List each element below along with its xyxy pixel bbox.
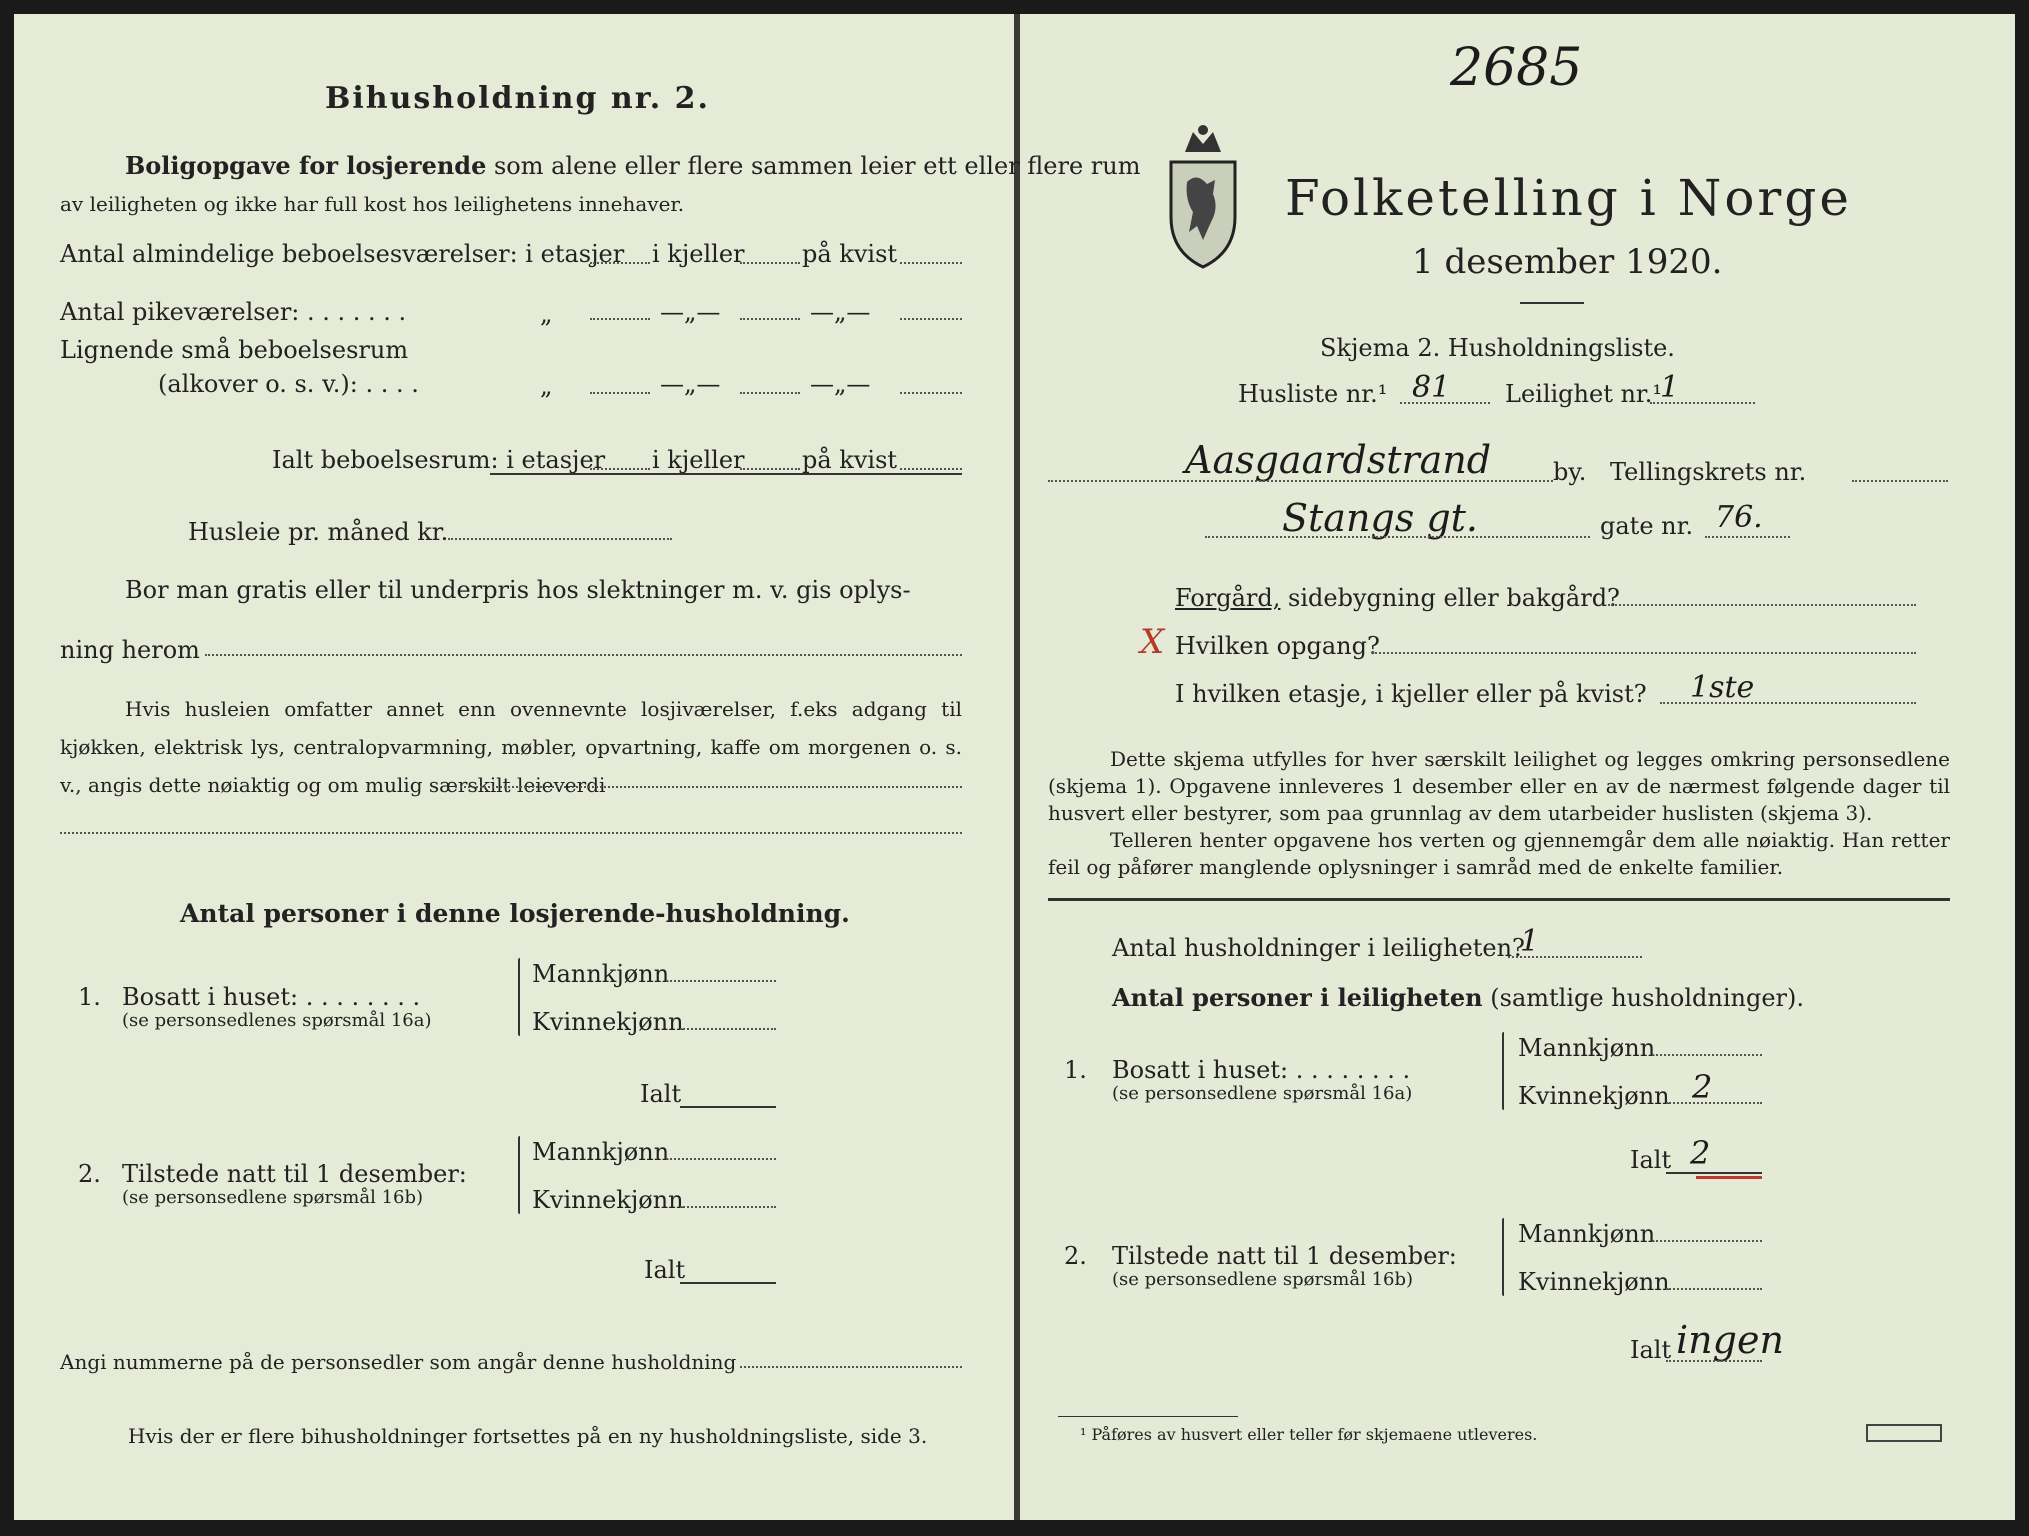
r-q1-mann-field[interactable] <box>1652 1054 1762 1056</box>
angi-field[interactable] <box>740 1366 962 1368</box>
opgang-field[interactable] <box>1372 652 1916 654</box>
left-footer: Hvis der er flere bihusholdninger fortsettes på en ny husholdningsliste, side 3. <box>128 1424 928 1448</box>
total-kvist-field[interactable] <box>900 468 962 470</box>
total-rule <box>490 473 962 475</box>
r-q2-kvinne-field[interactable] <box>1666 1288 1762 1290</box>
l-q1-sub: (se personsedlenes spørsmål 16a) <box>122 1010 432 1031</box>
rooms-label: Antal almindelige beboelsesværelser: i etasjer <box>60 240 625 268</box>
leilighet-value: 1 <box>1660 370 1680 405</box>
r-q1-kvinne-field[interactable] <box>1666 1102 1762 1104</box>
r-q2-label: Tilstede natt til 1 desember: <box>1112 1242 1457 1270</box>
opgang-label: Hvilken opgang? <box>1175 632 1380 660</box>
l-q2-kvinne: Kvinnekjønn <box>532 1186 684 1214</box>
instructions-rule <box>1048 898 1950 901</box>
right-persons-bold: Antal personer i leiligheten <box>1112 983 1483 1012</box>
street-field[interactable] <box>1205 536 1590 538</box>
l-q1-mann: Mannkjønn <box>532 960 670 988</box>
r-q2-mann-field[interactable] <box>1652 1240 1762 1242</box>
l-q2-ialt-field[interactable] <box>680 1282 776 1284</box>
free-text-1: Bor man gratis eller til underpris hos slektninger m. v. gis oplys- <box>125 576 911 604</box>
small-kjeller-field[interactable] <box>740 392 800 394</box>
r-q2-mann: Mannkjønn <box>1518 1220 1656 1248</box>
small-ditto-3: —„— <box>810 370 871 398</box>
small-ditto-2: —„— <box>660 370 721 398</box>
stamp-number: 2685 <box>1450 38 1583 98</box>
forgard-field[interactable] <box>1608 604 1916 606</box>
persons-heading-row <box>1112 984 1804 1012</box>
husliste-value: 81 <box>1412 370 1451 405</box>
extra-text: Hvis husleien omfatter annet enn ovennevnte losjiværelser, f.eks adgang til kjøkken, elektrisk lys, centralopvarmning, møbler, opvartning, kaffe om morgenen o. s. v., angis dette nøiaktig og om mulig særskilt leieverdi <box>60 697 962 797</box>
intro-line-2: av leiligheten og ikke har full kost hos leilighetens innehaver. <box>60 192 685 216</box>
krets-label: Tellingskrets nr. <box>1610 458 1807 486</box>
r-q2-num: 2. <box>1064 1242 1087 1270</box>
intro-bold: Boligopgave for losjerende <box>125 151 487 180</box>
forgard-underlined: Forgård, <box>1175 584 1281 612</box>
rooms-kjeller-field[interactable] <box>740 262 800 264</box>
l-q2-mann: Mannkjønn <box>532 1138 670 1166</box>
r-q1-kvinne-value: 2 <box>1692 1068 1713 1106</box>
right-persons-rest: (samtlige husholdninger). <box>1490 984 1805 1012</box>
l-q2-sub: (se personsedlene spørsmål 16b) <box>122 1187 424 1208</box>
r-q1-sub: (se personsedlene spørsmål 16a) <box>1112 1083 1413 1104</box>
etasje-value: 1ste <box>1690 670 1755 705</box>
l-q2-label: Tilstede natt til 1 desember: <box>122 1160 467 1188</box>
rent-field[interactable] <box>448 538 672 540</box>
r-q2-ialt: Ialt <box>1630 1336 1672 1364</box>
forgard-row <box>1175 584 1620 612</box>
r-q1-ialt: Ialt <box>1630 1146 1672 1174</box>
rooms-kvist-field[interactable] <box>900 262 962 264</box>
r-q1-brace <box>1502 1032 1504 1110</box>
footnote: ¹ Påføres av husvert eller teller før skjemaene utleveres. <box>1080 1425 1538 1444</box>
rooms-kjeller-label: i kjeller <box>652 240 745 268</box>
red-x-mark: X <box>1140 622 1165 662</box>
hush-label: Antal husholdninger i leiligheten? <box>1112 934 1525 962</box>
r-q2-brace <box>1502 1218 1504 1296</box>
persons-heading: Antal personer i denne losjerende-husholdning. <box>180 899 850 928</box>
l-q1-label: Bosatt i huset: . . . . . . . . <box>122 983 421 1011</box>
r-q1-kvinne: Kvinnekjønn <box>1518 1082 1670 1110</box>
angi-label: Angi nummerne på de personsedler som angår denne husholdning <box>60 1350 737 1374</box>
instructions-2: Telleren henter opgavene hos verten og gjennemgår dem alle nøiaktig. Han retter feil og påfører manglende oplysninger i samråd med de enkelte familier. <box>1048 828 1950 879</box>
extra-field-2[interactable] <box>60 832 962 834</box>
l-q2-mann-field[interactable] <box>666 1158 776 1160</box>
forgard-rest: sidebygning eller bakgård? <box>1288 584 1620 612</box>
r-q1-mann: Mannkjønn <box>1518 1034 1656 1062</box>
maid-ditto-2: —„— <box>660 298 721 326</box>
husliste-label: Husliste nr.¹ <box>1238 380 1388 408</box>
hush-field[interactable] <box>1508 956 1642 958</box>
rooms-etasjer-field[interactable] <box>590 262 650 264</box>
maid-kjeller-field[interactable] <box>740 318 800 320</box>
etasje-field[interactable] <box>1660 702 1916 704</box>
city-value: Aasgaardstrand <box>1185 438 1492 482</box>
total-kvist-label: på kvist <box>802 446 898 474</box>
small-etasjer-field[interactable] <box>590 392 650 394</box>
street-value: Stangs gt. <box>1282 496 1479 540</box>
husliste-field[interactable] <box>1400 402 1490 404</box>
krets-field[interactable] <box>1852 480 1948 482</box>
total-kjeller-label: i kjeller <box>652 446 745 474</box>
l-q2-num: 2. <box>78 1160 101 1188</box>
coat-of-arms <box>1163 122 1243 272</box>
small-rooms-label-1: Lignende små beboelsesrum <box>60 336 409 364</box>
r-q2-ialt-field[interactable] <box>1666 1360 1762 1362</box>
gate-label: gate nr. <box>1600 512 1694 540</box>
maid-rooms-label: Antal pikeværelser: . . . . . . . <box>60 298 407 326</box>
r-q1-num: 1. <box>1064 1056 1087 1084</box>
small-ditto-1: „ <box>540 372 553 400</box>
gate-value: 76. <box>1715 500 1763 535</box>
maid-etasjer-field[interactable] <box>590 318 650 320</box>
l-q2-brace <box>518 1136 520 1214</box>
maid-kvist-field[interactable] <box>900 318 962 320</box>
l-q2-kvinne-field[interactable] <box>680 1206 776 1208</box>
l-q1-kvinne-field[interactable] <box>680 1028 776 1030</box>
rooms-kvist-label: på kvist <box>802 240 898 268</box>
etasje-label: I hvilken etasje, i kjeller eller på kvist? <box>1175 680 1647 708</box>
l-q1-ialt-field[interactable] <box>680 1106 776 1108</box>
by-label: by. <box>1553 458 1587 486</box>
small-kvist-field[interactable] <box>900 392 962 394</box>
extra-field-1[interactable] <box>455 786 962 788</box>
r-q2-ialt-value: ingen <box>1676 1318 1784 1362</box>
right-title: Folketelling i Norge <box>1285 169 1852 227</box>
schema-label: Skjema 2. Husholdningsliste. <box>1320 334 1675 362</box>
total-kjeller-field[interactable] <box>740 468 800 470</box>
r-q1-ialt-value: 2 <box>1690 1134 1711 1172</box>
lion-crest-icon <box>1163 122 1243 272</box>
l-q1-brace <box>518 958 520 1036</box>
maid-ditto-3: —„— <box>810 298 871 326</box>
city-field[interactable] <box>1048 480 1553 482</box>
small-rooms-label-2: (alkover o. s. v.): . . . . <box>158 370 419 398</box>
printer-mark <box>1866 1424 1942 1442</box>
free-field[interactable] <box>205 654 962 656</box>
date-rule <box>1520 302 1584 304</box>
l-q1-kvinne: Kvinnekjønn <box>532 1008 684 1036</box>
leilighet-label: Leilighet nr.¹ <box>1505 380 1663 408</box>
l-q1-mann-field[interactable] <box>666 980 776 982</box>
gate-field[interactable] <box>1705 536 1790 538</box>
free-text-2: ning herom <box>60 636 200 664</box>
rent-label: Husleie pr. måned kr. <box>188 518 449 546</box>
r-q2-kvinne: Kvinnekjønn <box>1518 1268 1670 1296</box>
l-q1-num: 1. <box>78 983 101 1011</box>
r-q2-sub: (se personsedlene spørsmål 16b) <box>1112 1269 1414 1290</box>
intro-rest: som alene eller flere sammen leier ett eller flere rum <box>493 152 1141 180</box>
right-date: 1 desember 1920. <box>1412 242 1723 282</box>
r-q1-ialt-field[interactable] <box>1666 1172 1762 1174</box>
total-rooms-label: Ialt beboelsesrum: i etasjer <box>272 446 606 474</box>
maid-ditto-1: „ <box>540 300 553 328</box>
left-title: Bihusholdning nr. 2. <box>325 81 710 116</box>
instructions-1: Dette skjema utfylles for hver særskilt leilighet og legges omkring personsedlene (skjema 1). Opgavene innleveres 1 desember eller en av de nærmest følgende dager til husvert eller bestyrer, som paa grunnlag av dem utarbeider huslisten (skjema 3). <box>1048 747 1950 825</box>
intro-line-1 <box>125 152 1140 180</box>
red-underline <box>1696 1176 1762 1179</box>
r-q1-label: Bosatt i huset: . . . . . . . . <box>1112 1056 1411 1084</box>
hush-value: 1 <box>1520 924 1540 959</box>
l-q2-ialt: Ialt <box>644 1256 686 1284</box>
footnote-rule <box>1058 1416 1238 1417</box>
l-q1-ialt: Ialt <box>640 1080 682 1108</box>
leilighet-field[interactable] <box>1650 402 1755 404</box>
total-etasjer-field[interactable] <box>590 468 650 470</box>
